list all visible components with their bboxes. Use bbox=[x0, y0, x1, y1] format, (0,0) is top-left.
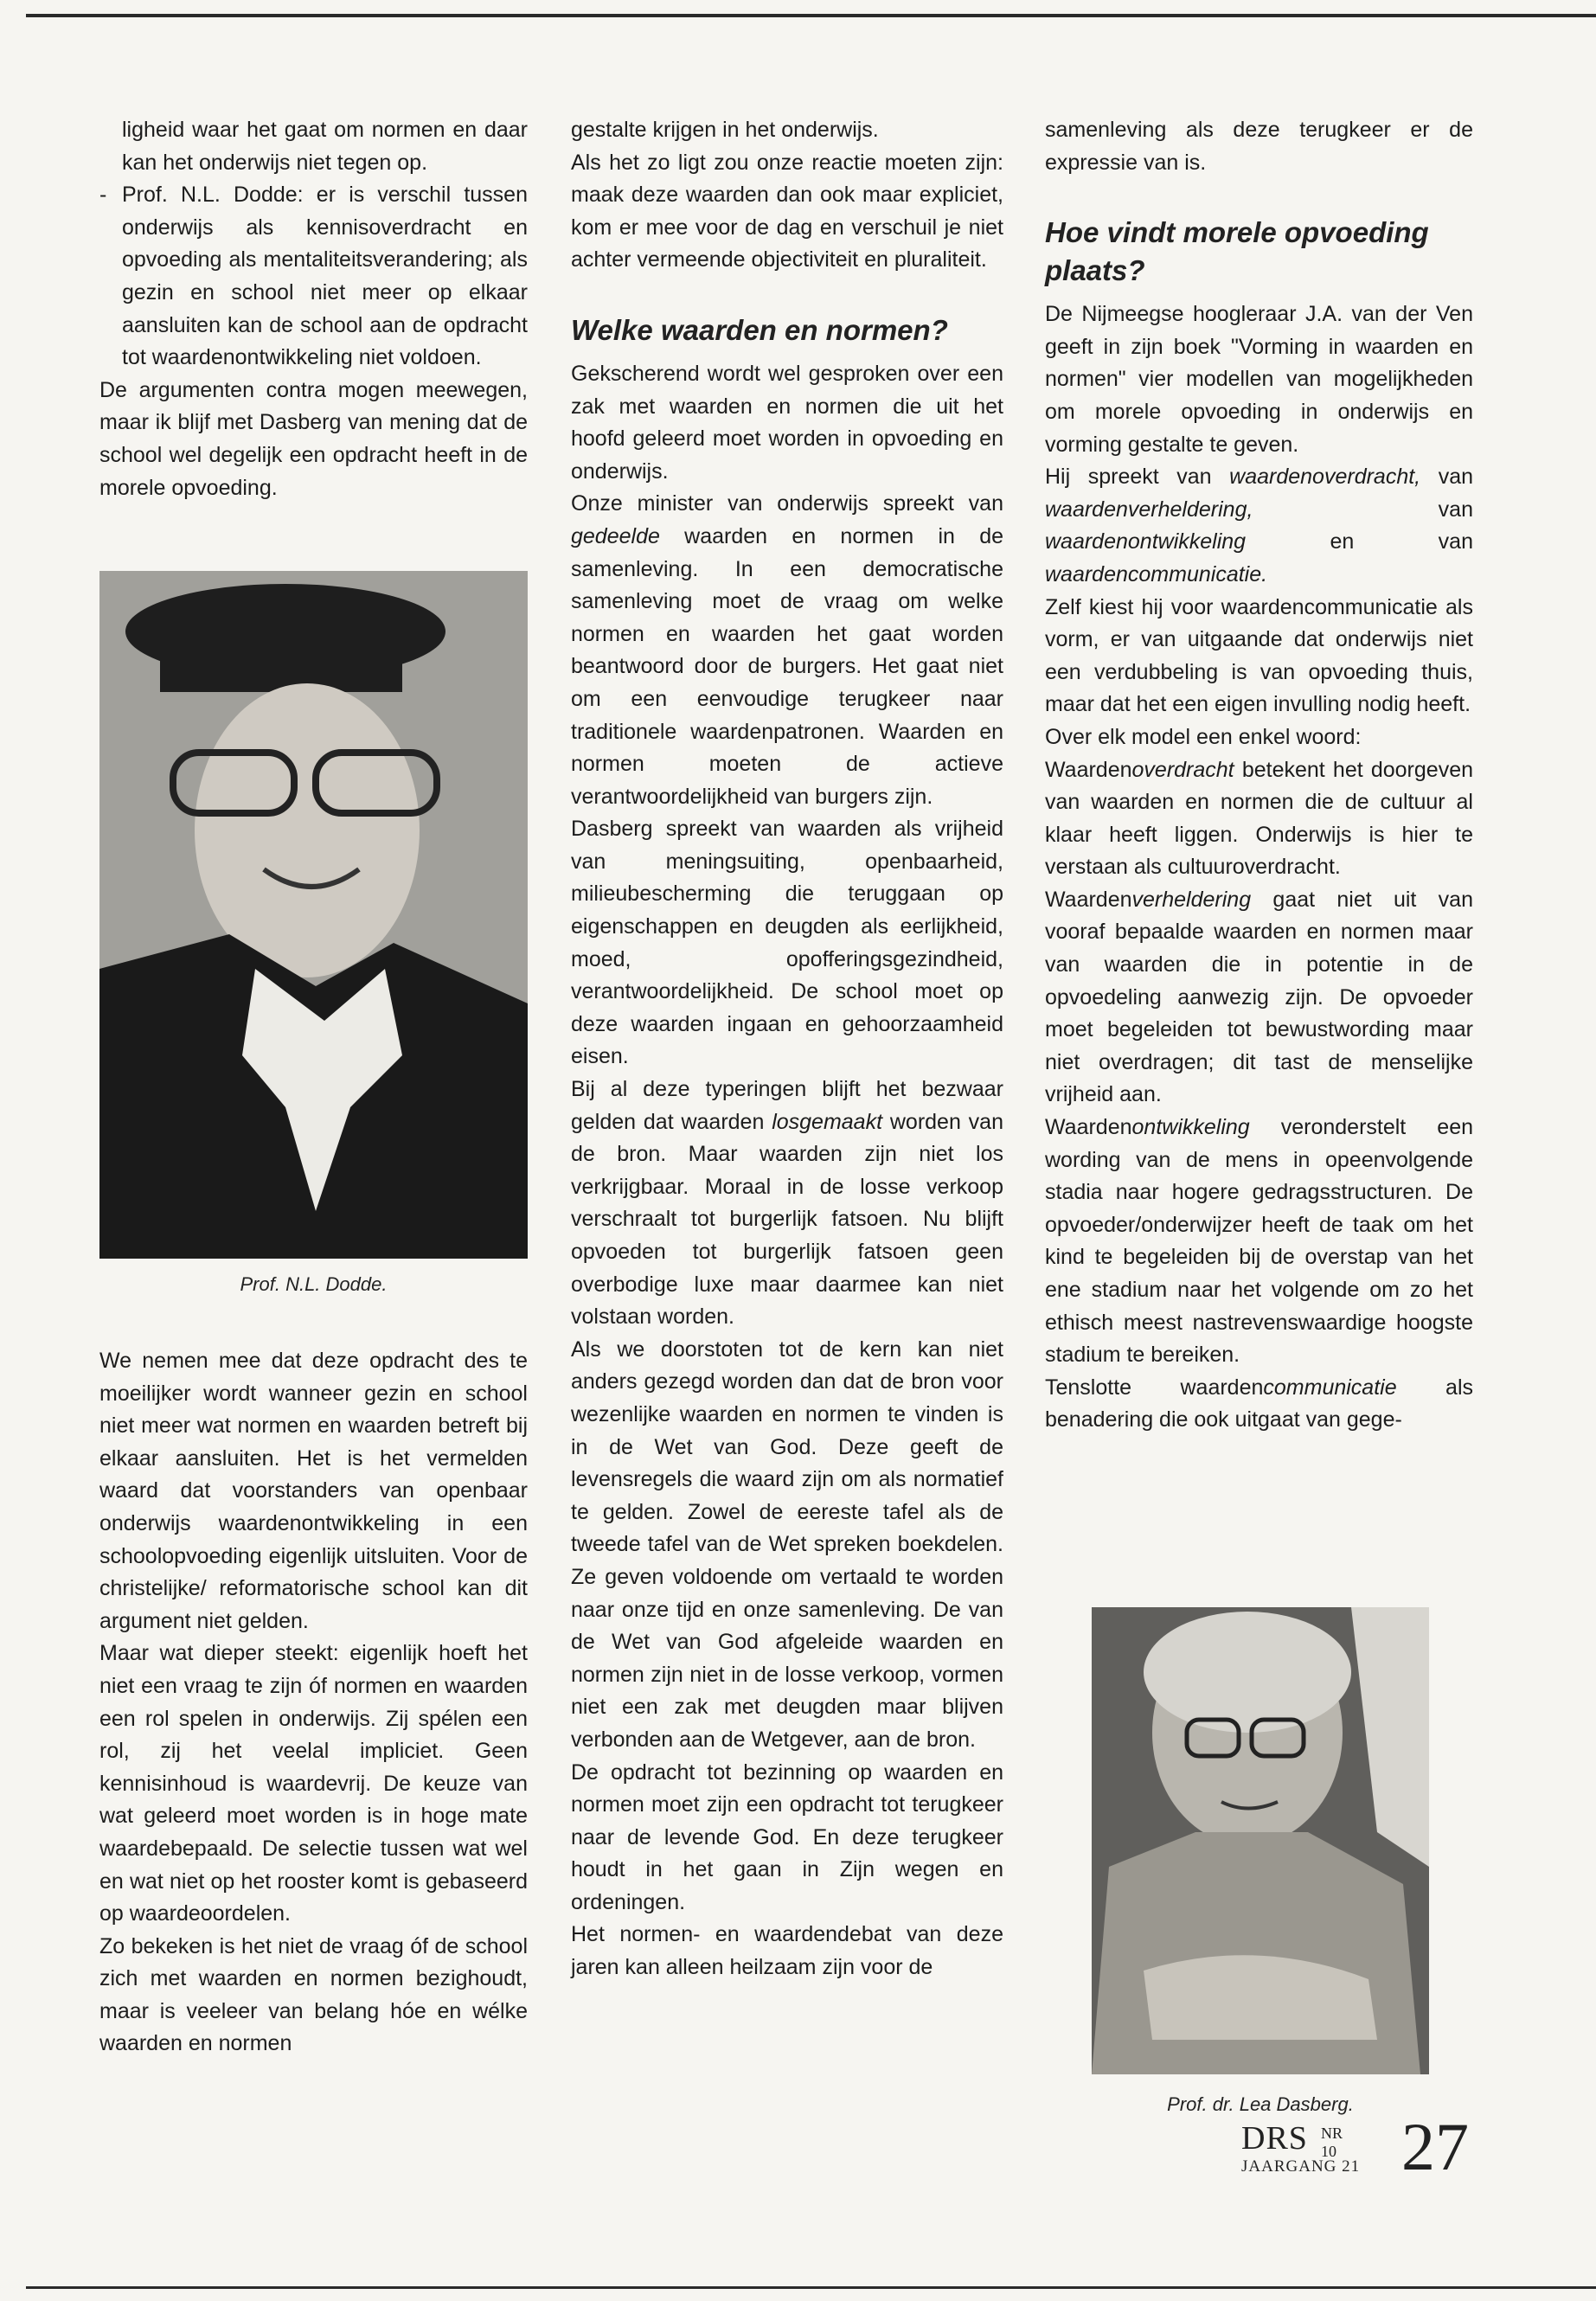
paragraph: Tenslotte waardencommunicatie als benadering die ook uitgaat van gege- bbox=[1045, 1375, 1474, 1433]
paragraph: Waardenoverdracht betekent het doorgeven van waarden en normen die de cultuur al klaar heeft liggen. Onderwijs is hier te verstaan als cultuuroverdracht. bbox=[1045, 757, 1473, 880]
paragraph: We nemen mee dat deze opdracht des te moeilijker wordt wanneer gezin en school niet meer wat normen en waarden betreft bij elkaar aansluiten. Het is het vermelden waard dat voorstanders van openbaar onderwijs waardenontwikkeling in een schoolopvoeding eigenlijk uitsluiten. Voor de christelijke/ reformatorische school kan dit argument niet gelden. bbox=[99, 1349, 528, 1633]
paragraph: Zo bekeken is het niet de vraag óf de school zich met waarden en normen bezighoudt, maar is veeleer van belang hóe en wélke waarden en normen bbox=[99, 1933, 528, 2056]
portrait-photo-dasberg bbox=[1092, 1607, 1429, 2074]
section-heading: Welke waarden en normen? bbox=[571, 313, 948, 346]
top-rule bbox=[26, 14, 1596, 17]
paragraph: Als we doorstoten tot de kern kan niet anders gezegd worden dan dat de bron voor wezenlijke waarden en normen te vinden is in de Wet van God. Deze geeft de levensregels die waard zijn om als normatief te gelden. Zowel de eereste tafel als de tweede tafel van de Wet spreken boekdelen. Ze geven voldoende om vertaald te worden naar onze tijd en onze samenleving. De van de Wet van God afgeleide waarden en normen zijn niet in de losse verkoop, vormen niet een zak met deugden maar blijven verbonden aan de Wetgever, aan de bron. bbox=[571, 1336, 1003, 1752]
page-number: 27 bbox=[1401, 2109, 1469, 2184]
paragraph: Waardenontwikkeling veronderstelt een wording van de mens in opeenvolgende stadia naar hogere gedragsstructuren. De opvoeder/onderwijzer heeft de taak om het kind te begeleiden bij de overstap van het ene stadium naar het volgende om zo het ethisch meest nastrevenswaardige hoogste stadium te bereiken. bbox=[1045, 1115, 1473, 1368]
paragraph: Zelf kiest hij voor waardencommunicatie als vorm, er van uitgaande dat onderwijs niet een verdubbeling is van opvoeding thuis, maar dat het een eigen invulling nodig heeft. bbox=[1045, 594, 1473, 717]
paragraph: Als het zo ligt zou onze reactie moeten zijn: maak deze waarden dan ook maar expliciet, kom er mee voor de dag en verschuil je niet achter vermeende objectiviteit en pluraliteit. bbox=[571, 150, 1003, 272]
volume-label: JAARGANG 21 bbox=[1241, 2157, 1361, 2176]
paragraph: Dasberg spreekt van waarden als vrijheid van meningsuiting, openbaarheid, milieubescherming die teruggaan op eigenschappen en deugden als eerlijkheid, moed, opofferingsgezindheid, verantwoordelijkheid. De school moet op deze waarden ingaan en gehoorzaamheid eisen. bbox=[571, 817, 1003, 1069]
paragraph: samenleving als deze terugkeer er de expressie van is. bbox=[1045, 118, 1473, 175]
paragraph: Onze minister van onderwijs spreekt van gedeelde waarden en normen in de samenleving. In een democratische samenleving moet de vraag om welke normen en waarden het gaat worden beantwoord door de burgers. Het gaat niet om een eenvoudige terugkeer naar traditionele waardenpatronen. Waarden en normen moeten de actieve verantwoordelijkheid van burgers zijn. bbox=[571, 491, 1003, 809]
paragraph: De opdracht tot bezinning op waarden en normen moet zijn een opdracht tot terugkeer naar de levende God. En deze terugkeer houdt in het gaan in Zijn wegen en ordeningen. bbox=[571, 1759, 1003, 1914]
paragraph: Bij al deze typeringen blijft het bezwaar gelden dat waarden losgemaakt worden van de bron. Maar waarden zijn niet los verkrijgbaar. Moraal in de losse verkoop verschraalt tot burgerlijk fatsoen. Nu blijft opvoeden tot burgerlijk fatsoen geen overbodige luxe maar daarmee kan niet volstaan worden. bbox=[571, 1077, 1003, 1330]
issue-number: NR 10 bbox=[1321, 2125, 1343, 2160]
paragraph: Hij spreekt van waardenoverdracht, van waardenverheldering, van waardenontwikkeling en van waardencommunicatie. bbox=[1045, 465, 1473, 586]
column-1-lower bbox=[99, 1345, 528, 2061]
paragraph: De argumenten contra mogen meewegen, maar ik blijf met Dasberg van mening dat de school wel degelijk een opdracht heeft in de morele opvoeding. bbox=[99, 377, 528, 500]
column-2 bbox=[571, 114, 1003, 1984]
paragraph: gestalte krijgen in het onderwijs. bbox=[571, 118, 879, 142]
portrait-photo-dodde bbox=[99, 571, 528, 1259]
photo-caption: Prof. dr. Lea Dasberg. bbox=[1167, 2093, 1354, 2115]
column-1 bbox=[99, 114, 528, 504]
bottom-rule bbox=[26, 2286, 1596, 2289]
paragraph: ligheid waar het gaat om normen en daar kan het onderwijs niet tegen op. bbox=[122, 118, 528, 175]
section-heading: Hoe vindt morele opvoeding plaats? bbox=[1045, 216, 1429, 287]
paragraph: Maar wat dieper steekt: eigenlijk hoeft het niet een vraag te zijn óf normen en waarden een rol spelen in onderwijs. Zij spélen een rol, zij het veelal impliciet. Geen kennisinhoud is waardevrij. De keuze van wat geleerd moet worden is in hoge mate waardebepaald. De selectie tussen wat wel en wat niet op het rooster komt is gebaseerd op waardeoordelen. bbox=[99, 1641, 528, 1926]
portrait-image bbox=[99, 571, 528, 1259]
magazine-title: DRS bbox=[1241, 2120, 1308, 2157]
portrait-image bbox=[1092, 1607, 1429, 2074]
paragraph: De Nijmeegse hoogleraar J.A. van der Ven geeft in zijn boek "Vorming in waarden en normen" vier modellen van mogelijkheden om morele opvoeding in onderwijs en vorming gestalte te geven. bbox=[1045, 302, 1473, 457]
photo-caption: Prof. N.L. Dodde. bbox=[240, 1273, 388, 1295]
paragraph: Het normen- en waardendebat van deze jaren kan alleen heilzaam zijn voor de bbox=[571, 1922, 1003, 1980]
bullet-item: - Prof. N.L. Dodde: er is verschil tussen onderwijs als kennisoverdracht en opvoeding als mentaliteitsverandering; als gezin en school niet meer op elkaar aansluiten kan de school aan de opdracht tot waardenontwikkeling niet voldoen. bbox=[99, 179, 528, 375]
column-3 bbox=[1045, 114, 1473, 1437]
paragraph: Waardenverheldering gaat niet uit van vooraf bepaalde waarden en normen maar van waarden die in potentie in de opvoedeling aanwezig zijn. De opvoeder moet begeleiden tot bewustwording maar niet overdragen; dit tast de menselijke vrijheid aan. bbox=[1045, 887, 1473, 1107]
paragraph: Gekscherend wordt wel gesproken over een zak met waarden en normen die uit het hoofd geleerd moet worden in opvoeding en onderwijs. bbox=[571, 361, 1003, 484]
paragraph: Over elk model een enkel woord: bbox=[1045, 724, 1362, 749]
